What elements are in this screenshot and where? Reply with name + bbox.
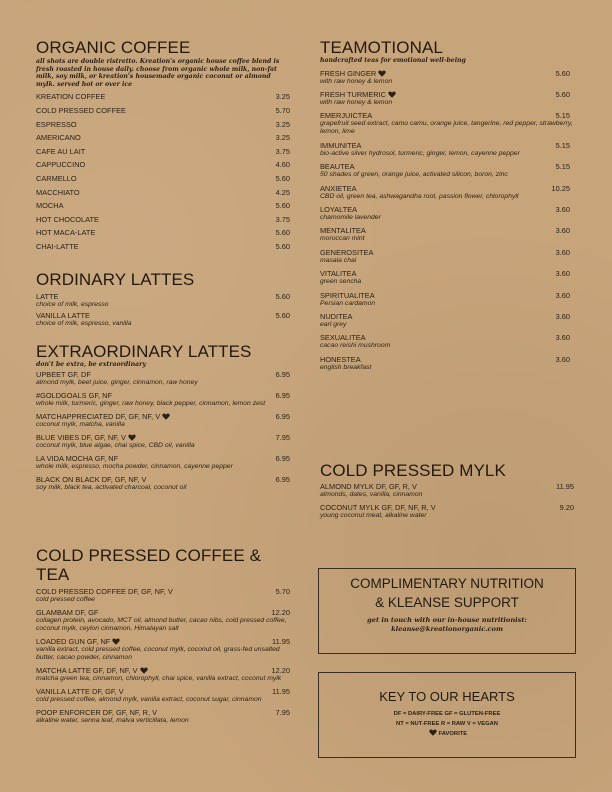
menu-item-name-wrap <box>320 69 386 78</box>
menu-item-description: cold pressed coffee, almond mylk, vanilla extract, coconut sugar, cinnamon <box>36 696 262 703</box>
menu-item-row <box>36 215 290 224</box>
menu-item-name: COLD PRESSED COFFEE DF, GF, NF, V <box>36 587 173 596</box>
menu-item-row <box>320 162 576 171</box>
menu-item-price: 11.95 <box>272 687 290 696</box>
menu-item <box>36 412 290 429</box>
menu-item <box>36 475 290 492</box>
key-line-1: DF = DAIRY-FREE GF = GLUTEN-FREE <box>393 711 501 717</box>
menu-item-name: CAPPUCCINO <box>36 160 86 170</box>
menu-item-price: 11.95 <box>272 637 290 646</box>
menu-item-description: choice of milk, espresso, vanilla <box>36 320 132 327</box>
menu-item-price: 5.60 <box>555 89 570 99</box>
menu-item <box>36 188 290 197</box>
menu-list <box>36 92 290 251</box>
menu-item-description: collagen protein, avocado, MCT oil, almond butter, cacao nibs, cold pressed coffee, coconut mylk, ceylon cinnamon, Himalayan salt <box>36 617 287 632</box>
section-subtitle: don't be extra, be extraordinary <box>36 361 146 368</box>
menu-item-row <box>36 412 290 421</box>
menu-item-description: young coconut meat, alkaline water <box>320 512 427 519</box>
menu-item-price: 5.70 <box>275 587 290 596</box>
menu-item-name-wrap <box>36 412 170 421</box>
menu-item-name: GLAMBAM DF, GF <box>36 608 99 617</box>
menu-item <box>36 608 290 633</box>
menu-item <box>36 228 290 237</box>
menu-item-name: LA VIDA MOCHA GF, NF <box>36 453 119 463</box>
menu-item-row <box>320 312 576 321</box>
menu-item-price: 3.60 <box>555 269 570 279</box>
menu-item-row <box>36 133 290 142</box>
menu-item-name-wrap <box>36 666 148 675</box>
menu-item-name: UPBEET GF, DF <box>36 369 91 379</box>
menu-item <box>320 482 576 499</box>
menu-item-name-wrap <box>36 188 80 197</box>
menu-item-price: 6.95 <box>275 390 290 400</box>
key-box <box>318 672 576 758</box>
menu-item-row <box>36 228 290 237</box>
menu-item-name-wrap <box>320 482 417 491</box>
key-title: KEY TO OUR HEARTS <box>379 689 515 704</box>
menu-item-row <box>36 120 290 129</box>
menu-item <box>320 111 576 136</box>
menu-item-description: cold pressed coffee <box>36 596 95 603</box>
menu-item-row <box>36 160 290 169</box>
menu-item <box>36 174 290 183</box>
menu-list <box>36 370 290 492</box>
menu-item-price: 5.15 <box>555 111 570 121</box>
menu-item-name: ALMOND MYLK DF, GF, R, V <box>320 482 417 491</box>
menu-item-description: coconut mylk, blue algae, chai spice, CBD oil, vanilla <box>36 441 195 449</box>
menu-item-name-wrap <box>36 147 85 156</box>
menu-item-name: FRESH TURMERIC <box>320 89 386 99</box>
menu-item-description: green sencha <box>320 278 362 286</box>
menu-item-name-wrap <box>320 355 361 364</box>
menu-item-name-wrap <box>36 215 99 224</box>
menu-item <box>36 637 290 662</box>
menu-item-name-wrap <box>320 90 396 99</box>
section-title: TEAMOTIONAL <box>320 38 443 57</box>
menu-item-description: almonds, dates, vanilla, cinnamon <box>320 491 423 498</box>
menu-item-row <box>36 475 290 484</box>
section-intro: all shots are double ristretto. Kreation's organic house coffee blend is fresh roasted in house daily. choose from organic whole milk, non-fat milk, soy milk, or kreation's housemade organic coconut or almond mylk. served hot or over ice <box>36 58 280 88</box>
menu-item <box>320 291 576 308</box>
menu-item <box>36 587 290 604</box>
menu-item <box>36 133 290 142</box>
menu-item <box>36 433 290 450</box>
menu-item-name: LOYALTEA <box>320 204 358 214</box>
menu-item-price: 3.25 <box>275 133 290 143</box>
menu-item-name: GENEROSITEA <box>320 247 374 257</box>
heart-icon <box>140 667 148 674</box>
menu-item-price: 6.95 <box>275 411 290 421</box>
menu-item-price: 5.60 <box>275 228 290 238</box>
menu-item-description: whole milk, turmeric, ginger, raw honey, black pepper, cinnamon, lemon zest <box>36 399 266 407</box>
menu-item-name-wrap <box>36 228 95 237</box>
section-title: EXTRAORDINARY LATTES <box>36 342 252 361</box>
menu-item-row <box>36 106 290 115</box>
menu-item <box>320 205 576 222</box>
menu-item <box>36 370 290 387</box>
menu-item <box>36 708 290 725</box>
menu-item-name-wrap <box>320 333 366 342</box>
menu-item-row <box>36 666 290 675</box>
menu-item-name: MENTALITEA <box>320 226 366 236</box>
menu-item-name: AMERICANO <box>36 133 81 143</box>
menu-item <box>320 162 576 179</box>
menu-item-price: 5.60 <box>275 241 290 251</box>
menu-item-row <box>320 269 576 278</box>
menu-item-name: VITALITEA <box>320 269 357 279</box>
menu-item <box>36 311 290 328</box>
section-title: ORGANIC COFFEE <box>36 38 191 57</box>
organic-coffee-section <box>36 38 290 256</box>
menu-item-name-wrap <box>36 92 105 101</box>
menu-item-price: 3.60 <box>555 354 570 364</box>
menu-item <box>36 92 290 101</box>
menu-item-name-wrap <box>36 391 112 400</box>
menu-item-name: VANILLA LATTE DF, GF, V <box>36 687 124 696</box>
menu-item-price: 3.75 <box>275 146 290 156</box>
menu-item <box>320 226 576 243</box>
menu-item-name-wrap <box>320 291 375 300</box>
menu-item-row <box>36 587 290 596</box>
menu-item-name: SEXUALITEA <box>320 333 366 343</box>
menu-item-price: 5.60 <box>275 201 290 211</box>
menu-item-row <box>320 291 576 300</box>
menu-item-row <box>36 311 290 320</box>
menu-item-row <box>320 503 576 512</box>
menu-list <box>320 69 576 372</box>
menu-item-name: LOADED GUN GF, NF <box>36 637 111 646</box>
menu-list <box>36 292 290 328</box>
menu-item-name-wrap <box>36 242 79 251</box>
menu-item-description: choice of milk, espresso <box>36 301 109 308</box>
menu-item-description: with raw honey & lemon <box>320 77 393 85</box>
menu-item-price: 3.60 <box>555 226 570 236</box>
menu-item <box>36 687 290 704</box>
ordinary-lattes-section <box>36 270 290 330</box>
menu-item-row <box>36 687 290 696</box>
heart-icon <box>429 729 437 736</box>
menu-item-name: NUDITEA <box>320 311 353 321</box>
menu-item-row <box>320 248 576 257</box>
menu-item-price: 12.20 <box>271 666 290 675</box>
menu-item-name-wrap <box>36 106 126 115</box>
menu-item <box>320 184 576 201</box>
menu-item-name-wrap <box>320 248 373 257</box>
menu-item <box>36 391 290 408</box>
extraordinary-lattes-section <box>36 342 290 496</box>
menu-item-description: cacao reishi mushroom <box>320 342 391 350</box>
menu-item-price: 6.95 <box>275 474 290 484</box>
menu-item-row <box>36 201 290 210</box>
menu-item-name-wrap <box>320 226 366 235</box>
menu-item-description: english breakfast <box>320 363 372 371</box>
menu-item-name-wrap <box>320 111 372 120</box>
menu-item-description: Persian cardamon <box>320 299 376 307</box>
menu-item-price: 3.60 <box>555 247 570 257</box>
menu-item-price: 4.60 <box>275 160 290 170</box>
menu-item-name: MACCHIATO <box>36 187 80 197</box>
menu-item-price: 5.70 <box>275 105 290 115</box>
menu-item-description: 50 shades of green, orange juice, activated silicon, boron, zinc <box>320 171 508 179</box>
menu-item-row <box>320 205 576 214</box>
menu-item-name: MOCHA <box>36 201 64 211</box>
menu-item-description: coconut mylk, matcha, vanilla <box>36 420 125 428</box>
menu-item-name-wrap <box>320 184 357 193</box>
menu-item-name: SPIRITUALITEA <box>320 290 375 300</box>
menu-item-name-wrap <box>36 133 81 142</box>
menu-item-price: 5.60 <box>275 173 290 183</box>
menu-item <box>36 160 290 169</box>
menu-item-name: POOP ENFORCER DF, GF, NF, R, V <box>36 708 158 717</box>
nutrition-text: get in touch with our in-house nutritionist: <box>367 616 527 624</box>
menu-item-price: 3.60 <box>555 290 570 300</box>
menu-item-price: 5.15 <box>555 140 570 150</box>
menu-item <box>320 90 576 107</box>
menu-item-row <box>36 292 290 301</box>
menu-item <box>320 503 576 520</box>
menu-item-name-wrap <box>36 708 157 717</box>
menu-item-description: alkaline water, senna leaf, malva verticillata, lemon <box>36 717 189 724</box>
menu-item-row <box>36 454 290 463</box>
menu-item-row <box>36 433 290 442</box>
menu-item-name-wrap <box>36 433 136 442</box>
heart-icon <box>378 70 386 77</box>
menu-item-price: 7.95 <box>275 708 290 717</box>
nutrition-title-line2: & KLEANSE SUPPORT <box>375 595 519 610</box>
menu-item-price: 9.20 <box>559 503 574 512</box>
heart-icon <box>388 91 396 98</box>
menu-item-name: VANILLA LATTE <box>36 311 90 320</box>
menu-item-name: BLACK ON BLACK DF, GF, NF, V <box>36 474 147 484</box>
menu-item-row <box>36 92 290 101</box>
menu-item-price: 5.15 <box>555 162 570 172</box>
menu-item-description: soy milk, black tea, activated charcoal, coconut oil <box>36 483 187 491</box>
teamotional-section <box>320 38 576 376</box>
section-subtitle: handcrafted teas for emotional well-being <box>320 57 466 64</box>
menu-item <box>36 147 290 156</box>
menu-item-description: grapefruit seed extract, camu camu, orange juice, tangerine, red pepper, strawberry, lemon, lime <box>320 120 573 136</box>
menu-item <box>320 248 576 265</box>
menu-item-name-wrap <box>36 637 120 646</box>
menu-list <box>320 482 576 520</box>
menu-item-row <box>320 333 576 342</box>
menu-item-name: #GOLDGOALS GF, NF <box>36 390 112 400</box>
menu-item-name: BLUE VIBES DF, GF, NF, V <box>36 432 126 442</box>
menu-item-name-wrap <box>320 162 355 171</box>
menu-item-price: 3.25 <box>275 92 290 102</box>
menu-item-row <box>36 708 290 717</box>
menu-item-name-wrap <box>36 160 85 169</box>
menu-item <box>320 69 576 86</box>
menu-item-name-wrap <box>36 292 58 301</box>
key-line-3 <box>319 729 575 739</box>
menu-item <box>320 269 576 286</box>
menu-item-price: 3.60 <box>555 311 570 321</box>
menu-item-name-wrap <box>36 687 124 696</box>
menu-item-name: HOT MACA-LATE <box>36 228 96 238</box>
menu-item-name-wrap <box>320 141 361 150</box>
menu-item-name-wrap <box>36 587 173 596</box>
menu-item-name-wrap <box>320 205 357 214</box>
menu-item-name: ANXIETEA <box>320 183 357 193</box>
menu-item-price: 10.25 <box>551 183 570 193</box>
menu-item-price: 3.25 <box>275 119 290 129</box>
menu-item-name: FRESH GINGER <box>320 68 377 78</box>
menu-item-name-wrap <box>36 475 146 484</box>
heart-icon <box>128 434 136 441</box>
menu-list <box>36 587 290 725</box>
menu-item-name-wrap <box>36 370 91 379</box>
menu-item-name: MATCHAPPRECIATED DF, GF, NF, V <box>36 411 161 421</box>
menu-item-price: 3.60 <box>555 333 570 343</box>
menu-item-price: 11.95 <box>556 482 574 491</box>
menu-item-name-wrap <box>320 269 356 278</box>
menu-item-row <box>320 226 576 235</box>
menu-item-row <box>320 482 576 491</box>
menu-item-description: vanilla extract, cold pressed coffee, coconut mylk, coconut oil, grass-fed unsalted butter, cacao powder, cinnamon <box>36 646 280 661</box>
menu-item-row <box>36 637 290 646</box>
menu-item-price: 7.95 <box>275 432 290 442</box>
menu-item-price: 6.95 <box>275 453 290 463</box>
menu-item <box>36 292 290 309</box>
menu-item-name-wrap <box>36 201 64 210</box>
menu-item-row <box>320 184 576 193</box>
menu-item-row <box>36 147 290 156</box>
menu-item-price: 4.25 <box>275 187 290 197</box>
menu-item <box>36 215 290 224</box>
menu-item-name: COLD PRESSED COFFEE <box>36 105 126 115</box>
menu-item-row <box>36 391 290 400</box>
nutrition-box <box>318 568 576 654</box>
menu-item-row <box>320 90 576 99</box>
menu-item-name: CAFE AU LAIT <box>36 146 86 156</box>
menu-item-row <box>36 174 290 183</box>
menu-item-row <box>36 242 290 251</box>
menu-item <box>36 242 290 251</box>
menu-item-name-wrap <box>36 311 90 320</box>
menu-item-description: matcha green tea, cinnamon, chlorophyll, chai spice, vanilla extract, coconut mylk <box>36 675 282 682</box>
cold-pressed-coffee-tea-section <box>36 546 290 729</box>
menu-item-name: BEAUTEA <box>320 162 355 172</box>
cold-pressed-mylk-section <box>320 461 576 524</box>
heart-icon <box>112 638 120 645</box>
menu-item-name: IMMUNITEA <box>320 140 362 150</box>
menu-item <box>36 201 290 210</box>
heart-icon <box>162 413 170 420</box>
menu-item-price: 3.75 <box>275 214 290 224</box>
menu-item-name: HOT CHOCOLATE <box>36 214 99 224</box>
menu-item <box>320 333 576 350</box>
menu-item-description: masala chai <box>320 256 357 264</box>
section-title: ORDINARY LATTES <box>36 270 195 289</box>
menu-item-row <box>320 355 576 364</box>
menu-item <box>36 120 290 129</box>
menu-item-name-wrap <box>36 454 118 463</box>
menu-item-row <box>320 111 576 120</box>
menu-item <box>320 355 576 372</box>
menu-item <box>320 312 576 329</box>
menu-item-row <box>320 141 576 150</box>
menu-item-name: CARMELLO <box>36 173 77 183</box>
menu-item-row <box>36 188 290 197</box>
menu-item-price: 5.60 <box>275 292 290 301</box>
menu-item-description: moroccan mint <box>320 235 365 243</box>
menu-item-name: COCONUT MYLK GF, DF, NF, R, V <box>320 503 436 512</box>
section-title: COLD PRESSED MYLK <box>320 461 506 480</box>
menu-item-name-wrap <box>36 120 77 129</box>
menu-item-name: MATCHA LATTE GF, DF, NF, V <box>36 666 138 675</box>
key-favorite-label: FAVORITE <box>438 731 468 737</box>
nutrition-title-line1: COMPLIMENTARY NUTRITION <box>350 576 544 591</box>
key-line-2: NT = NUT-FREE R = RAW V = VEGAN <box>396 721 498 727</box>
menu-item-price: 5.60 <box>275 311 290 320</box>
menu-item-name: LATTE <box>36 292 59 301</box>
menu-item <box>36 106 290 115</box>
menu-item-name: KREATION COFFEE <box>36 92 106 102</box>
menu-item-name: ESPRESSO <box>36 119 77 129</box>
menu-item-description: chamomile lavender <box>320 213 381 221</box>
menu-item-name: CHAI-LATTE <box>36 241 79 251</box>
menu-item-row <box>320 69 576 78</box>
menu-item-description: with raw honey & lemon <box>320 98 393 106</box>
menu-item-description: whole milk, espresso, mocha powder, cinnamon, cayenne pepper <box>36 462 233 470</box>
menu-item-name-wrap <box>36 174 77 183</box>
menu-item-price: 3.60 <box>555 204 570 214</box>
menu-item <box>36 454 290 471</box>
menu-item-name: EMERJUICTEA <box>320 111 373 121</box>
menu-item-description: earl grey <box>320 320 347 328</box>
menu-item-description: almond mylk, beet juice, ginger, cinnamon, raw honey <box>36 378 198 386</box>
menu-item-name-wrap <box>320 503 436 512</box>
nutrition-email-link[interactable]: kleanse@kreationorganic.com <box>391 625 503 633</box>
menu-item-description: CBD oil, green tea, ashwagandha root, passion flower, chlorophyll <box>320 192 519 200</box>
menu-item-price: 6.95 <box>275 369 290 379</box>
section-title: COLD PRESSED COFFEE & TEA <box>36 546 262 584</box>
menu-item-row <box>36 370 290 379</box>
menu-item-price: 12.20 <box>271 608 290 617</box>
menu-item-name-wrap <box>36 608 98 617</box>
menu-item-description: bio-active silver hydrosol, turmeric, ginger, lemon, cayenne pepper <box>320 149 520 157</box>
menu-item <box>36 666 290 683</box>
menu-item-price: 5.60 <box>555 68 570 78</box>
menu-item-row <box>36 608 290 617</box>
menu-item-name-wrap <box>320 312 352 321</box>
menu-item <box>320 141 576 158</box>
menu-item-name: HONESTEA <box>320 354 361 364</box>
